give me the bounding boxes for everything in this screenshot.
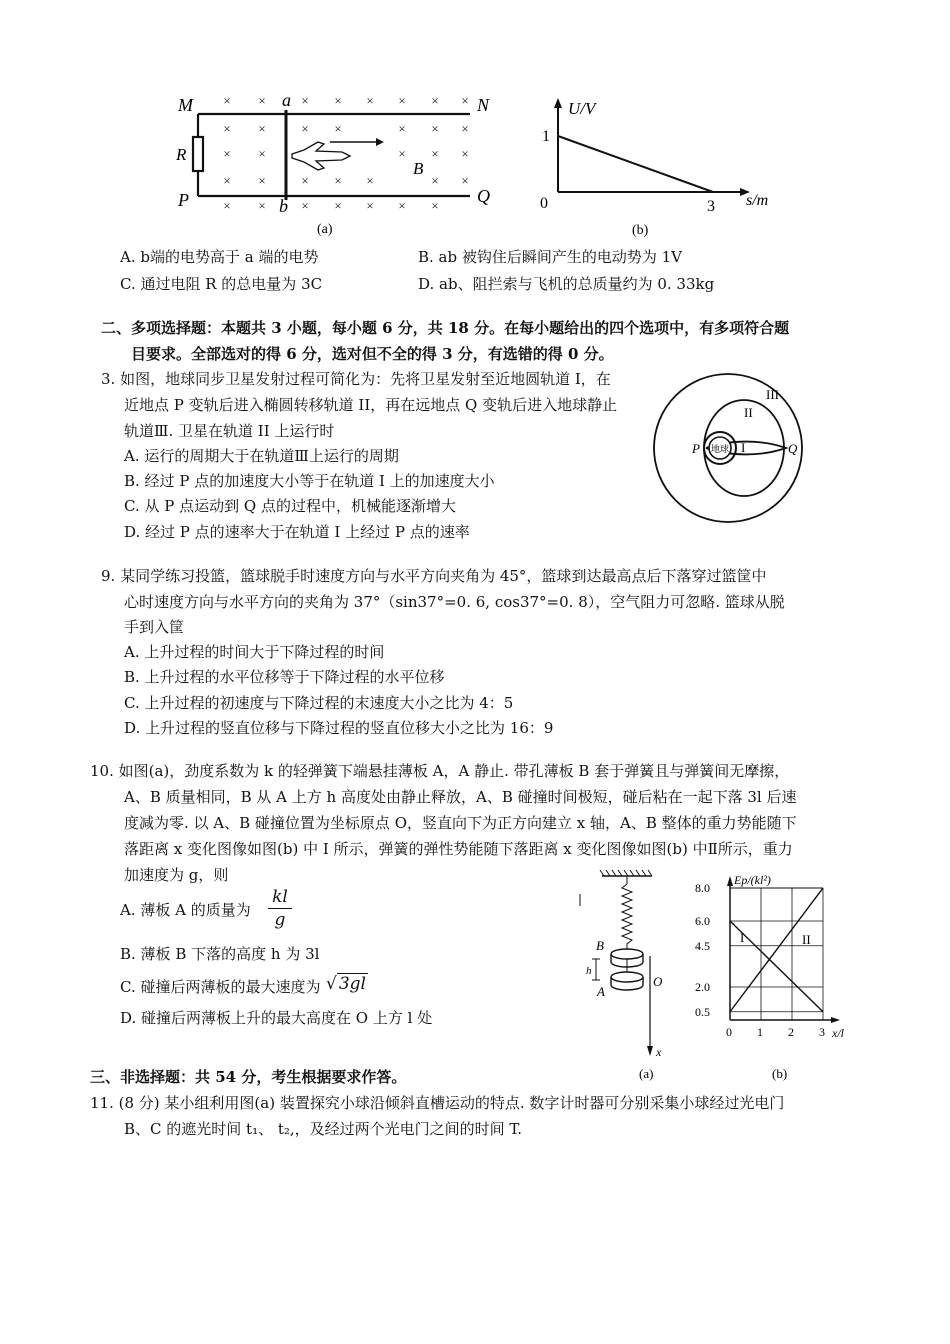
svg-text:×: × <box>398 146 406 161</box>
radical-sign-icon: √ <box>326 974 337 994</box>
svg-text:×: × <box>334 121 342 136</box>
earth-label: 地球 <box>711 444 730 454</box>
q11-stem-1: 11. (8 分) 某小组利用图(a) 装置探究小球沿倾斜直槽运动的特点. 数字计时器可分别采集小球经过光电门 <box>90 1094 785 1112</box>
q7-option-d: D. ab、阻拦索与飞机的总质量约为 0. 33kg <box>418 275 715 293</box>
x-axis-label: x <box>656 1045 662 1059</box>
q8-option-b: B. 经过 P 点的加速度大小等于在轨道 I 上的加速度大小 <box>124 472 495 490</box>
svg-text:×: × <box>301 121 309 136</box>
label-M: M <box>178 95 193 115</box>
svg-text:×: × <box>258 173 266 188</box>
svg-text:×: × <box>334 173 342 188</box>
q10-option-a-label: A. 薄板 A 的质量为 <box>120 901 251 919</box>
y-tick-label: 8.0 <box>695 881 710 895</box>
radicand: 3gl <box>338 974 366 994</box>
x-tick-label: 3 <box>819 1025 825 1039</box>
label-N: N <box>477 95 490 115</box>
svg-text:×: × <box>431 121 439 136</box>
q9-stem-1: 9. 某同学练习投篮，篮球脱手时速度方向与水平方向夹角为 45°，篮球到达最高点后下落穿过篮筐中 <box>101 567 767 585</box>
svg-text:×: × <box>431 198 439 213</box>
orbit-figure <box>648 370 828 530</box>
x-axis-label: x/l <box>832 1026 844 1040</box>
svg-text:×: × <box>258 121 266 136</box>
q8-stem-2: 近地点 P 变轨后进入椭圆转移轨道 II，再在远地点 Q 变轨后进入地球静止 <box>124 396 618 414</box>
origin-label: 0 <box>540 195 548 212</box>
point-P-label: P <box>692 441 700 456</box>
y-axis-label: U/V <box>568 99 596 118</box>
caption-10a: (a) <box>639 1066 654 1081</box>
label-a: a <box>282 90 291 110</box>
point-Q-label: Q <box>788 441 798 456</box>
svg-text:×: × <box>398 198 406 213</box>
section2-heading: 二、多项选择题：本题共 3 小题，每小题 6 分，共 18 分。在每小题给出的四个选项中，有多项符合题 <box>101 319 790 337</box>
svg-text:×: × <box>431 173 439 188</box>
curve-II-label: II <box>802 932 811 947</box>
plate-B-label: B <box>596 938 604 953</box>
svg-text:×: × <box>223 198 231 213</box>
fraction-denominator: g <box>274 910 286 930</box>
figure-a-rail-circuit <box>170 88 510 238</box>
q10-stem-2: A、B 质量相同，B 从 A 上方 h 高度处由静止释放，A、B 碰撞时间极短，碰后粘在一起下落 3l 后速 <box>124 788 797 806</box>
x-tick-label: 1 <box>757 1025 763 1039</box>
svg-text:×: × <box>301 198 309 213</box>
q7-option-b: B. ab 被钩住后瞬间产生的电动势为 1V <box>418 248 683 266</box>
q9-stem-2: 心时速度方向与水平方向的夹角为 37°（sin37°=0. 6, cos37°=0. 8），空气阻力可忽略. 篮球从脱 <box>124 593 785 611</box>
q10-option-c-label: C. 碰撞后两薄板的最大速度为 <box>120 978 321 996</box>
q9-option-c: C. 上升过程的初速度与下降过程的末速度大小之比为 4：5 <box>124 694 514 712</box>
q7-option-a: A. b端的电势高于 a 端的电势 <box>120 248 319 266</box>
chart-line-u-s <box>558 136 713 192</box>
plate-A-label: A <box>597 984 605 999</box>
height-h-label: h <box>586 965 592 977</box>
svg-text:×: × <box>301 93 309 108</box>
q8-option-a: A. 运行的周期大于在轨道Ⅲ上运行的周期 <box>124 447 399 465</box>
q10-figure-b-chart <box>690 870 870 1085</box>
svg-text:×: × <box>398 121 406 136</box>
curve-II-line <box>730 888 823 1012</box>
figure-b-u-s-chart <box>530 92 790 242</box>
svg-text:×: × <box>301 173 309 188</box>
svg-text:×: × <box>334 198 342 213</box>
label-b: b <box>279 196 288 216</box>
svg-text:×: × <box>258 146 266 161</box>
q9-option-b: B. 上升过程的水平位移等于下降过程的水平位移 <box>124 668 445 686</box>
orbit-III-label: III <box>766 387 779 402</box>
x-axis-label: s/m <box>746 192 769 209</box>
svg-text:×: × <box>431 146 439 161</box>
orbit-II-label: II <box>744 405 753 420</box>
origin-O-label: O <box>653 974 663 989</box>
q10-option-a-fraction <box>268 886 292 931</box>
section3-heading: 三、非选择题：共 54 分，考生根据要求作答。 <box>90 1068 407 1086</box>
q10-stem-3: 度减为零. 以 A、B 碰撞位置为坐标原点 O，竖直向下为正方向建立 x 轴，A、B 整体的重力势能随下 <box>124 814 797 832</box>
fraction-numerator: kl <box>268 886 292 909</box>
orbit-I-label: I <box>741 440 746 455</box>
y-axis-label: Ep/(kl²) <box>734 873 771 887</box>
q10-figure-a-spring <box>578 866 678 1081</box>
q10-stem-5: 加速度为 g，则 <box>124 866 229 884</box>
q9-stem-3: 手到入筐 <box>124 618 185 636</box>
q7-option-c: C. 通过电阻 R 的总电量为 3C <box>120 275 323 293</box>
y-tick-label: 0.5 <box>695 1004 710 1019</box>
svg-text:×: × <box>461 121 469 136</box>
curve-I-label: I <box>740 930 745 945</box>
svg-text:×: × <box>398 93 406 108</box>
q10-option-d: D. 碰撞后两薄板上升的最大高度在 O 上方 l 处 <box>120 1009 433 1027</box>
x-tick-label: 0 <box>726 1025 732 1039</box>
caption-b: (b) <box>632 223 649 238</box>
q10-option-b: B. 薄板 B 下落的高度 h 为 3l <box>120 945 320 963</box>
q8-option-c: C. 从 P 点运动到 Q 点的过程中，机械能逐渐增大 <box>124 497 456 515</box>
q8-stem-3: 轨道Ⅲ. 卫星在轨道 II 上运行时 <box>124 422 335 440</box>
svg-text:×: × <box>223 93 231 108</box>
svg-text:×: × <box>366 173 374 188</box>
x-tick-label: 2 <box>788 1025 794 1039</box>
caption-10b: (b) <box>772 1066 788 1081</box>
q9-option-d: D. 上升过程的竖直位移与下降过程的竖直位移大小之比为 16：9 <box>124 719 554 737</box>
svg-text:×: × <box>431 93 439 108</box>
q10-option-c-radical <box>326 974 368 994</box>
y-tick-label: 6.0 <box>695 914 710 928</box>
svg-text:×: × <box>223 146 231 161</box>
section2-heading-cont: 目要求。全部选对的得 6 分，选对但不全的得 3 分，有选错的得 0 分。 <box>131 345 614 363</box>
svg-text:×: × <box>461 173 469 188</box>
caption-a: (a) <box>317 222 333 237</box>
q10-stem-1: 10. 如图(a)，劲度系数为 k 的轻弹簧下端悬挂薄板 A，A 静止. 带孔薄板 B 套于弹簧且与弹簧间无摩擦， <box>90 762 790 780</box>
label-P: P <box>178 190 189 210</box>
y-tick-label: 2.0 <box>695 980 710 994</box>
svg-text:×: × <box>334 93 342 108</box>
svg-text:×: × <box>223 173 231 188</box>
svg-text:×: × <box>258 93 266 108</box>
label-Q: Q <box>477 186 490 206</box>
x-tick-3: 3 <box>707 198 715 215</box>
y-tick-1: 1 <box>542 128 550 145</box>
q11-stem-2: B、C 的遮光时间 t₁、 t₂,，及经过两个光电门之间的时间 T. <box>124 1120 522 1138</box>
label-B: B <box>413 159 424 178</box>
svg-text:×: × <box>366 93 374 108</box>
svg-text:×: × <box>223 121 231 136</box>
q8-stem-1: 3. 如图，地球同步卫星发射过程可简化为：先将卫星发射至近地圆轨道 I，在 <box>101 370 611 388</box>
svg-text:×: × <box>461 146 469 161</box>
airplane-icon <box>292 142 350 170</box>
svg-text:×: × <box>461 93 469 108</box>
svg-text:×: × <box>366 198 374 213</box>
q9-option-a: A. 上升过程的时间大于下降过程的时间 <box>124 643 385 661</box>
svg-text:×: × <box>258 198 266 213</box>
label-R: R <box>176 145 187 164</box>
y-tick-label: 4.5 <box>695 938 710 953</box>
q10-stem-4: 落距离 x 变化图像如图(b) 中 I 所示，弹簧的弹性势能随下落距离 x 变化图像如图(b) 中Ⅱ所示，重力 <box>124 840 793 858</box>
q8-option-d: D. 经过 P 点的速率大于在轨道 I 上经过 P 点的速率 <box>124 523 470 541</box>
